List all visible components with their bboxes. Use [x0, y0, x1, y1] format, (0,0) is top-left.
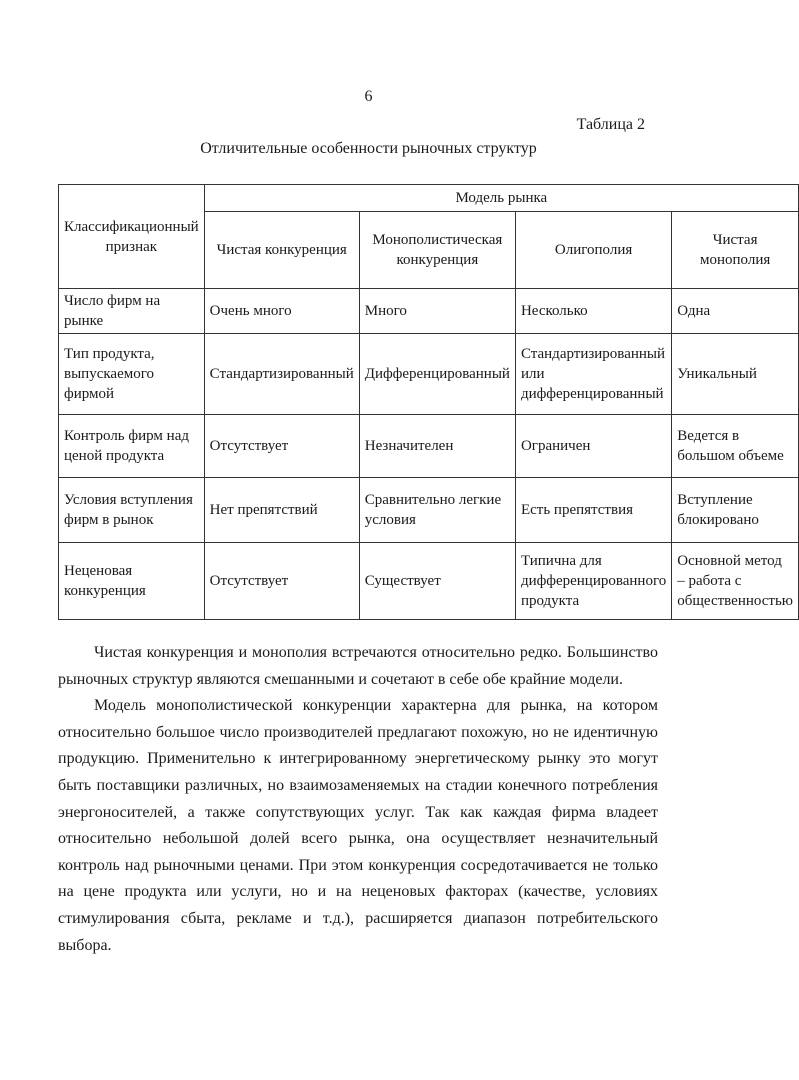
column-header: Чистая конкуренция [204, 212, 359, 289]
market-model-header: Модель рынка [204, 185, 798, 212]
page-number: 6 [364, 88, 373, 105]
table-row [59, 289, 799, 334]
table-title: Отличительные особенности рыночных структур [200, 140, 537, 157]
table-cell: Ограничен [515, 415, 671, 478]
table-header-row [59, 185, 799, 212]
table-cell: Типична для дифференцированного продукта [515, 543, 671, 620]
table-cell: Очень много [204, 289, 359, 334]
table-cell: Много [359, 289, 515, 334]
table-row [59, 478, 799, 543]
table-cell: Сравнительно легкие условия [359, 478, 515, 543]
paragraph: Чистая конкуренция и монополия встречаются относительно редко. Большинство рыночных структур являются смешанными и сочетают в себе обе крайние модели. [58, 644, 658, 688]
table-cell: Отсутствует [204, 543, 359, 620]
table-cell: Несколько [515, 289, 671, 334]
table-cell: Вступление блокировано [672, 478, 799, 543]
table-cell: Стандартизированный или дифференцированный [515, 334, 671, 415]
table-row [59, 334, 799, 415]
row-feature: Тип продукта, выпускаемого фирмой [59, 334, 205, 415]
column-header: Чистая монополия [672, 212, 799, 289]
row-feature: Число фирм на рынке [59, 289, 205, 334]
market-structures-table [58, 184, 799, 620]
paragraph: Модель монополистической конкуренции характерна для рынка, на котором относительно большое число производителей предлагают похожую, но не идентичную продукцию. Применительно к интегрированному энергетическому рынку это могут быть поставщики различных, но взаимозаменяемых на стадии конечного потребления энергоносителей, а также сопутствующих услуг. Так как каждая фирма владеет относительно небольшой долей всего рынка, она осуществляет незначительный контроль над рыночными ценами. При этом конкуренция сосредотачивается не только на цене продукта или услуги, но и на неценовых факторах (качестве, условиях стимулирования сбыта, рекламе и т.д.), расширяется диапазон потребительского выбора. [58, 697, 658, 954]
table-cell: Существует [359, 543, 515, 620]
table-cell: Есть препятствия [515, 478, 671, 543]
table-cell: Отсутствует [204, 415, 359, 478]
table-cell: Дифференцированный [359, 334, 515, 415]
row-feature: Неценовая конкуренция [59, 543, 205, 620]
table-cell: Одна [672, 289, 799, 334]
row-feature: Контроль фирм над ценой продукта [59, 415, 205, 478]
table-label: Таблица 2 [576, 116, 645, 133]
table-row [59, 415, 799, 478]
column-header: Олигополия [515, 212, 671, 289]
classification-header: Классификационный признак [59, 185, 205, 289]
table-cell: Нет препятствий [204, 478, 359, 543]
table-row [59, 543, 799, 620]
column-header: Монополистическая конкуренция [359, 212, 515, 289]
row-feature: Условия вступления фирм в рынок [59, 478, 205, 543]
table-cell: Стандартизированный [204, 334, 359, 415]
table-cell: Основной метод – работа с общественностью [672, 543, 799, 620]
table-cell: Уникальный [672, 334, 799, 415]
table-cell: Незначителен [359, 415, 515, 478]
table-cell: Ведется в большом объеме [672, 415, 799, 478]
body-text [58, 640, 658, 959]
